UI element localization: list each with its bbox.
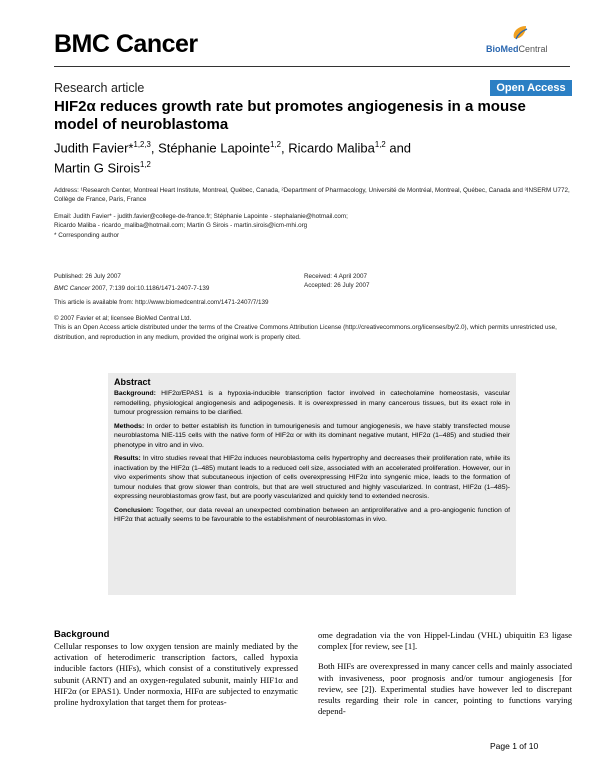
body-paragraph: ome degradation via the von Hippel-Lindau (VHL) ubiquitin E3 ligase complex [for review, see [1]. bbox=[318, 630, 572, 652]
body-paragraph: Both HIFs are overexpressed in many cancer cells and mainly associated with invasiveness, poor prognosis and/or tumour angiogenesis [for review, see [2]). Experimental studies have however led to discrepant results regarding their role in cancer, pointing to functions varying depend- bbox=[318, 661, 572, 717]
received-accepted-info bbox=[304, 272, 504, 291]
journal-title: BMC Cancer bbox=[54, 30, 198, 58]
section-text: In vitro studies reveal that HIF2α induces neuroblastoma cells hypertrophy and decreases their proliferation rate, while its inactivation by the HIF2α (1–485) mutant leads to a reduced cell size, associated with an accelerated proliferation. However, our in vivo experiments show that subcutaneous injection of cells overexpressing HIF2α into syngenic mice, leads to the formation of tumour nodules that grow slower than controls, but that are well structured and highly vascularized. In contrast, HIF2α (1–485)-expressing neuroblastomas grow fast, but are poorly vascularized and quickly tend to extended necrosis. bbox=[114, 455, 510, 500]
body-column-right bbox=[318, 630, 572, 726]
corresponding-author-note: * Corresponding author bbox=[54, 231, 120, 239]
citation-details: 2007, 7:139 doi:10.1186/1471-2407-7-139 bbox=[90, 285, 210, 293]
affiliation-address: Address: ¹Research Center, Montreal Heart Institute, Montreal, Québec, Canada, ²Department of Pharmacology, Université de Montréal, Montreal, Québec, Canada and ³INSERM U772, Collège de France, Paris, France bbox=[54, 187, 570, 204]
section-label: Results: bbox=[114, 455, 141, 462]
author-affiliation: 1,2 bbox=[270, 140, 281, 149]
section-label: Background: bbox=[114, 390, 156, 397]
publication-info bbox=[54, 272, 284, 294]
abstract-results bbox=[114, 454, 510, 502]
background-heading: Background bbox=[54, 629, 110, 640]
email-line[interactable]: Ricardo Maliba - ricardo_maliba@hotmail.com; Martin G Sirois - martin.sirois@icm-mhi.org bbox=[54, 222, 308, 230]
article-title: HIF2α reduces growth rate but promotes angiogenesis in a mouse model of neuroblastoma bbox=[54, 98, 526, 133]
section-text: Together, our data reveal an unexpected combination between an antiproliferative and a pro-angiogenic function of HIF2α that actually seems to be favourable to the establishment of neuroblastomas in vivo. bbox=[114, 506, 510, 523]
author-name[interactable]: Stéphanie Lapointe bbox=[158, 140, 271, 156]
open-access-badge: Open Access bbox=[490, 80, 572, 96]
abstract-methods bbox=[114, 422, 510, 451]
author-emails bbox=[54, 212, 572, 240]
page-number: Page 1 of 10 bbox=[490, 741, 539, 751]
abstract-box bbox=[108, 373, 516, 595]
section-label: Methods: bbox=[114, 422, 145, 430]
published-date: Published: 26 July 2007 bbox=[54, 273, 121, 280]
author-list: Judith Favier*$^{1,2,3}$, Stéphanie Lapointe$^{1,2}$, Ricardo Maliba$^{1,2}$ and Martin G Sirois$^{1,2}$ bbox=[54, 140, 412, 176]
abstract-background bbox=[114, 389, 510, 418]
publisher-suffix: Central bbox=[518, 44, 548, 54]
license-text: This is an Open Access article distributed under the terms of the Creative Commons Attribution License (http://creativecommons.org/licenses/by/2.0), which permits unrestricted use, distribution, and reproduction in any medium, provided the original work is properly cited. bbox=[54, 324, 557, 341]
section-text: In order to better establish its function in tumourigenesis and tumour angiogenesis, we have stably transfected mouse neuroblastoma NIE-115 cells with the native form of HIF2α or with its dominant negative mutant, HIF2α (1–485) and studied their phenotype in vitro and in vivo. bbox=[114, 422, 510, 449]
section-label: Conclusion: bbox=[114, 506, 154, 514]
accepted-date: Accepted: 26 July 2007 bbox=[304, 282, 370, 290]
author-affiliation: 1,2 bbox=[374, 140, 386, 149]
citation-journal: BMC Cancer bbox=[54, 285, 91, 293]
header-divider bbox=[54, 66, 570, 67]
author-name[interactable]: Martin G Sirois bbox=[54, 160, 140, 176]
copyright-line: © 2007 Favier et al; licensee BioMed Central Ltd. bbox=[54, 315, 192, 322]
author-affiliation: 1,2 bbox=[139, 160, 151, 170]
biomed-central-logo[interactable] bbox=[486, 24, 556, 54]
email-line[interactable]: Email: Judith Favier* - judith.favier@college-de-france.fr; Stéphanie Lapointe - stephalanie@hotmail.com; bbox=[54, 213, 348, 220]
abstract-conclusion bbox=[114, 506, 510, 525]
author-name[interactable]: Ricardo Maliba bbox=[288, 140, 375, 156]
received-date: Received: 4 April 2007 bbox=[304, 273, 368, 280]
author-affiliation: 1,2,3 bbox=[133, 140, 151, 149]
license-block bbox=[54, 314, 572, 342]
section-text: HIF2α/EPAS1 is a hypoxia-inducible transcription factor involved in catecholamine homeostasis, vascular remodelling, physiological angiogenesis and adipogenesis. It is overexpressed in many cancerous tissues, but its exact role in tumour progression remains to be clarified. bbox=[114, 390, 510, 416]
availability-link[interactable]: This article is available from: http://www.biomedcentral.com/1471-2407/7/139 bbox=[54, 299, 269, 306]
biomed-leaf-icon bbox=[510, 24, 530, 42]
abstract-heading: Abstract bbox=[114, 377, 151, 387]
body-column-left: Cellular responses to low oxygen tension are mainly mediated by the activation of heterodimeric transcription factors, called hypoxia inducible factors (HIFs), which consist of a constitutively expressed subunit (ARNT) and an oxygen-regulated subunit, mainly HIF1α and HIF2α (or EPAS1). Under normoxia, HIFα are subjected to enzymatic proline hydroxylation that target them for proteas- bbox=[54, 641, 298, 708]
article-type: Research article bbox=[54, 81, 145, 95]
author-name[interactable]: Judith Favier* bbox=[54, 140, 134, 156]
publisher-brand: BioMed bbox=[486, 44, 519, 54]
